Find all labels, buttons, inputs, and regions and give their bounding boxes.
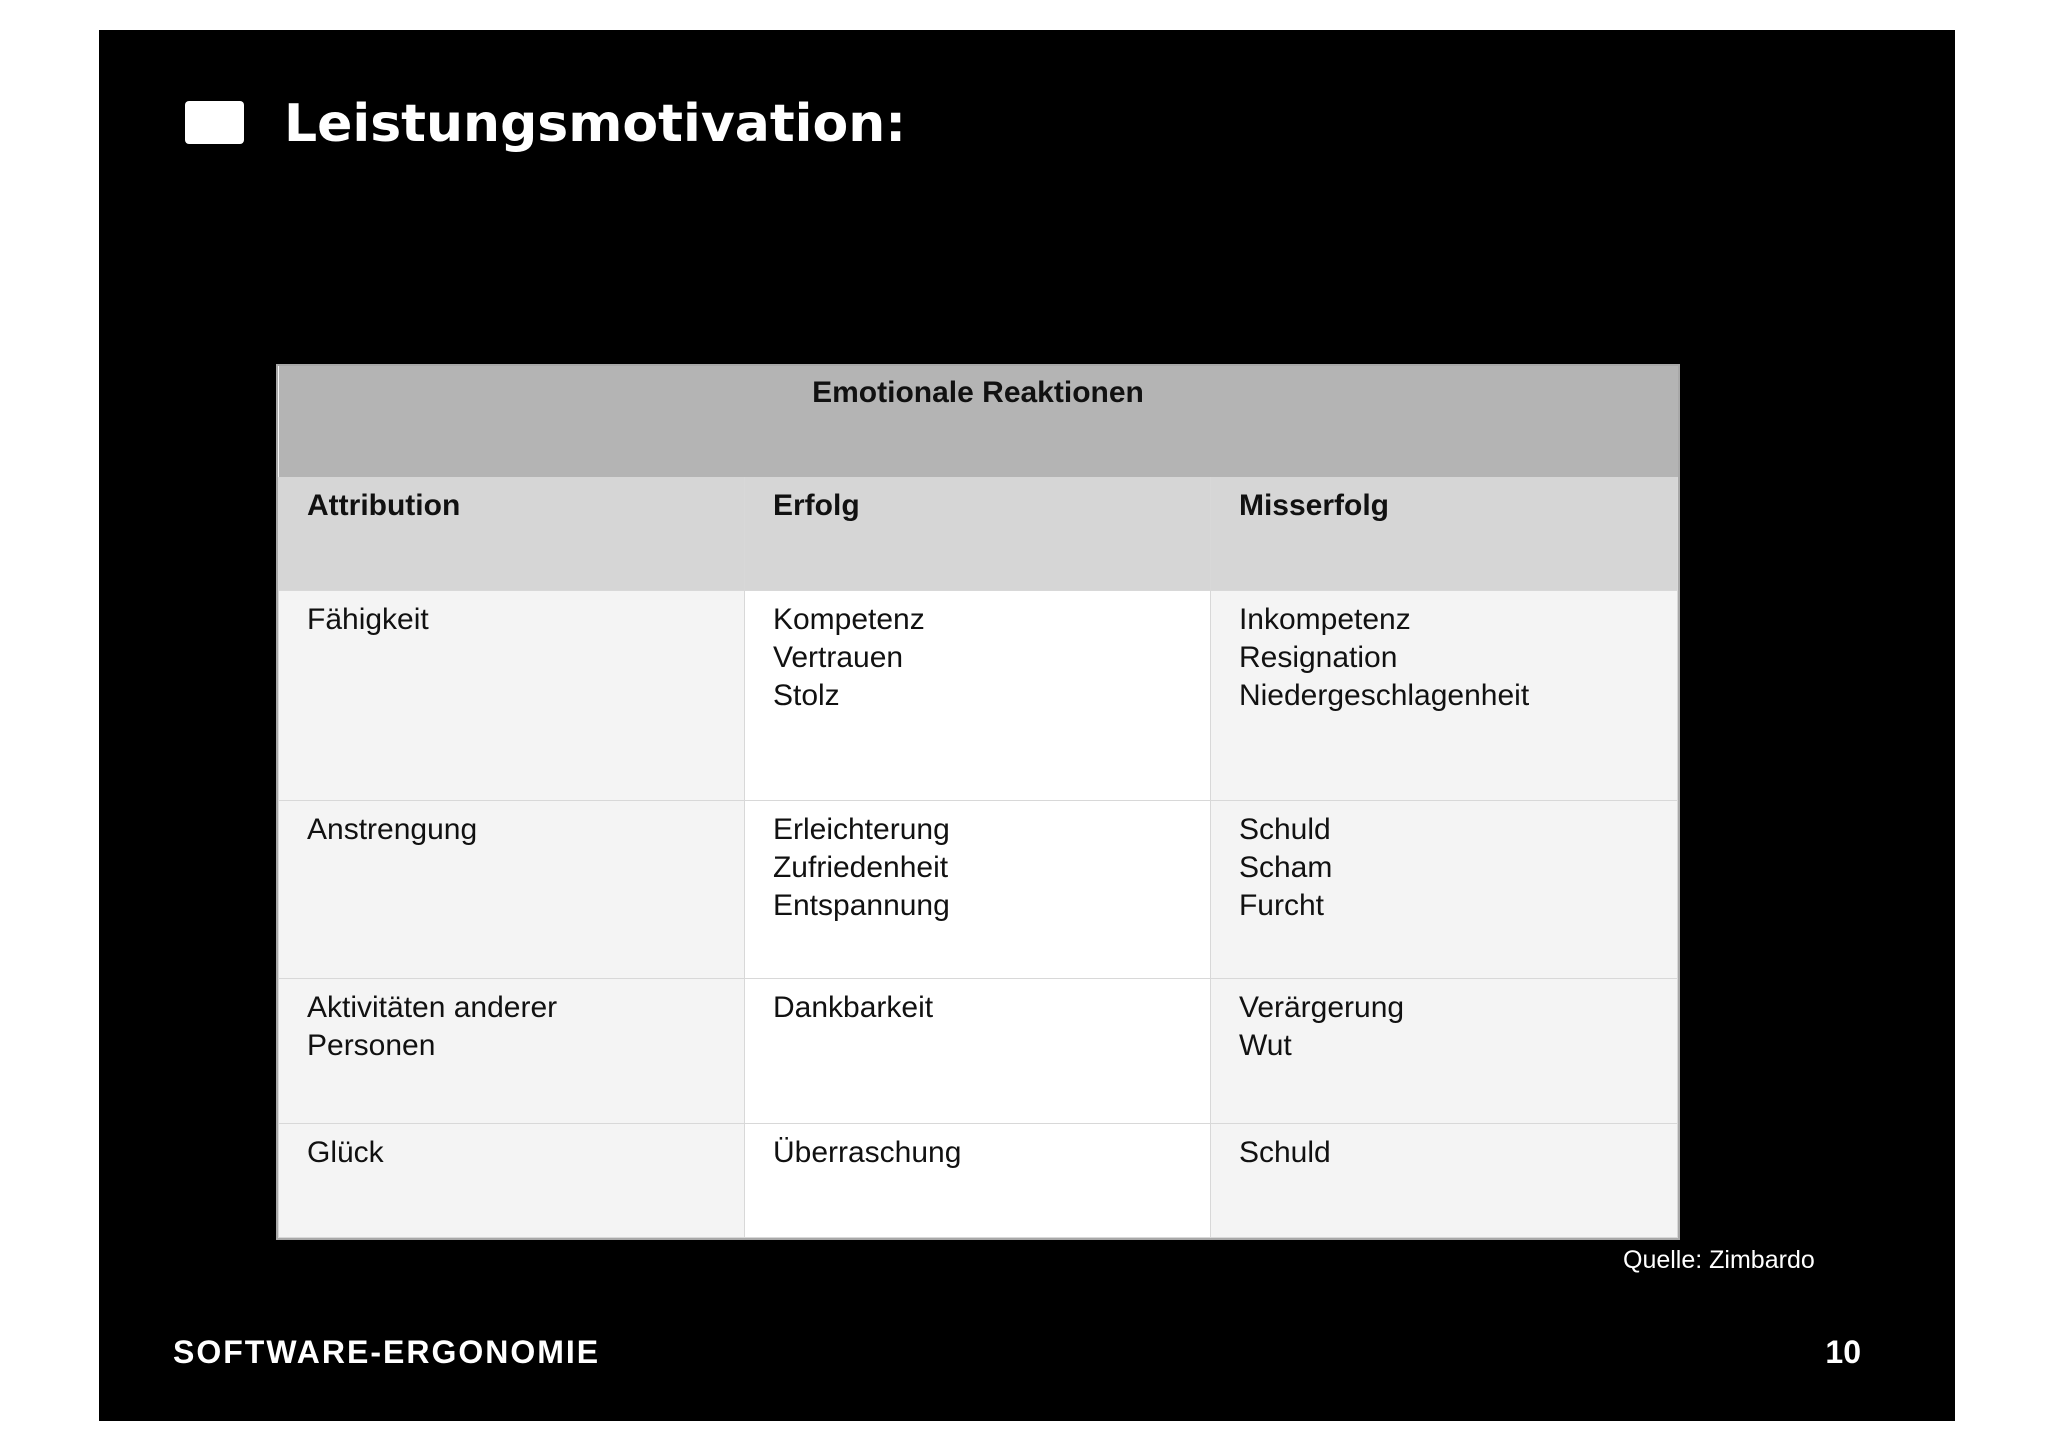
cell-line: Aktivitäten anderer [307,991,558,1024]
source-note: Quelle: Zimbardo [1623,1246,1815,1274]
erfolg-cell [744,1124,1210,1238]
erfolg-cell [744,979,1210,1124]
attribution-cell [279,979,745,1124]
erfolg-cell [744,591,1210,801]
cell-line: Dankbarkeit [772,991,934,1024]
column-header-misserfolg: Misserfolg [1210,477,1677,591]
emotion-table [278,366,1678,1238]
cell-line: Glück [307,1136,384,1169]
cell-line: Inkompetenz [1238,603,1411,636]
slide-title: Leistungsmotivation: [284,94,907,154]
cell-line: Scham [1238,851,1333,884]
page-number: 10 [1825,1334,1861,1370]
cell-line: Vertrauen [772,641,904,674]
table-row [279,979,1678,1124]
cell-line: Erleichterung [772,813,950,846]
table-row [279,801,1678,979]
misserfolg-cell [1210,591,1677,801]
cell-line: Stolz [772,679,840,712]
cell-line: Zufriedenheit [772,851,949,884]
table-caption-row [279,366,1678,477]
misserfolg-cell [1210,979,1677,1124]
cell-line: Niedergeschlagenheit [1238,679,1530,712]
table-header-row [279,477,1678,591]
attribution-cell [279,1124,745,1238]
cell-line: Furcht [1238,889,1324,922]
cell-line: Wut [1238,1029,1292,1062]
erfolg-cell [744,801,1210,979]
misserfolg-cell [1210,1124,1677,1238]
cell-line: Schuld [1238,813,1331,846]
cell-line: Anstrengung [307,813,478,846]
cell-line: Resignation [1238,641,1398,674]
cell-line: Schuld [1238,1136,1331,1169]
table-row [279,591,1678,801]
cell-line: Entspannung [772,889,950,922]
misserfolg-cell [1210,801,1677,979]
footer-course-label: SOFTWARE-ERGONOMIE [173,1334,601,1370]
attribution-table [276,364,1680,1240]
column-header-erfolg: Erfolg [744,477,1210,591]
cell-line: Überraschung [772,1136,962,1169]
table-row [279,1124,1678,1238]
cell-line: Fähigkeit [307,603,429,636]
column-header-attribution: Attribution [279,477,745,591]
slide [99,30,1955,1421]
table-caption: Emotionale Reaktionen [279,366,1678,477]
cell-line: Personen [307,1029,436,1062]
cell-line: Verärgerung [1238,991,1405,1024]
cell-line: Kompetenz [772,603,925,636]
attribution-cell [279,591,745,801]
attribution-cell [279,801,745,979]
title-bullet-icon [185,101,244,144]
